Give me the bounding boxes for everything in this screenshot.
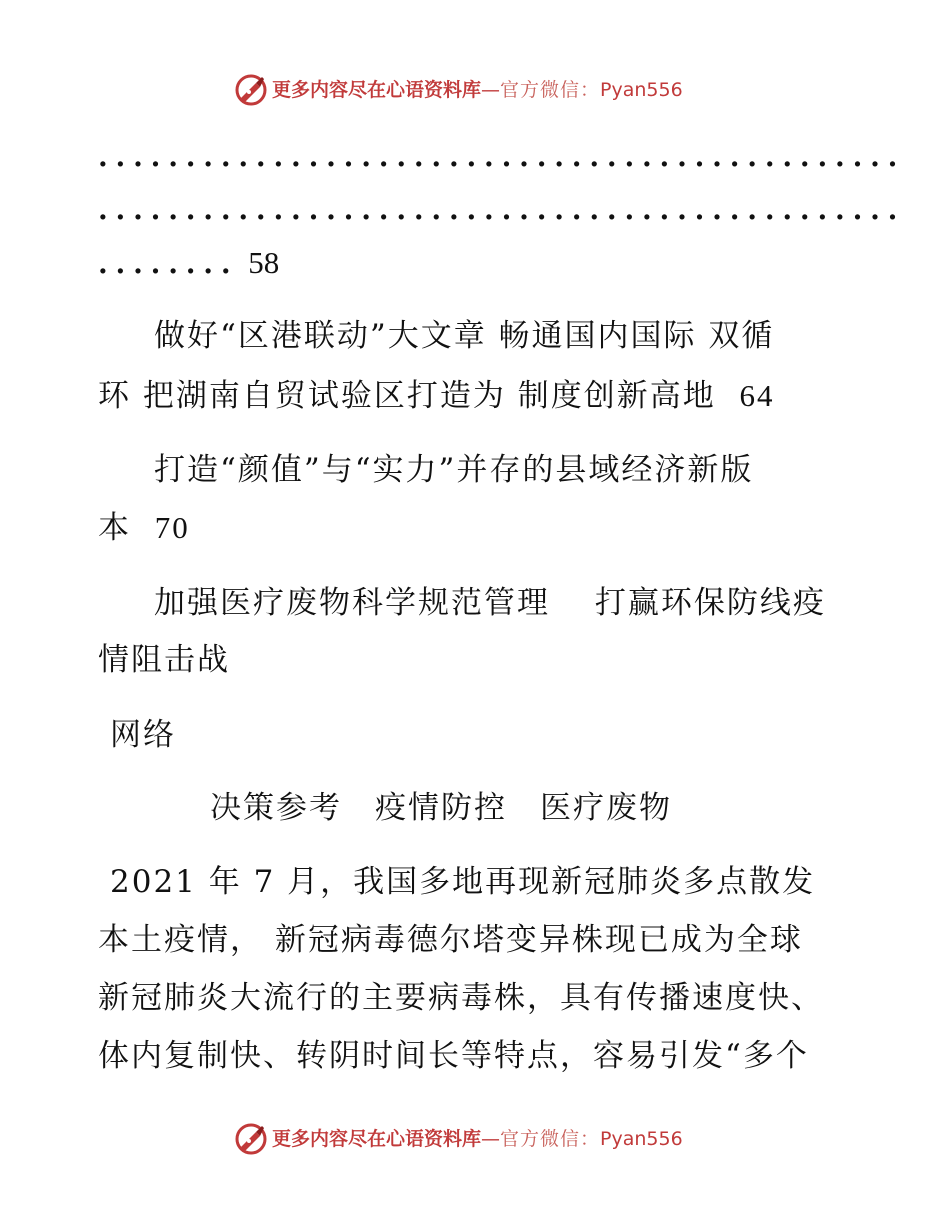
- header-banner: [0, 71, 950, 111]
- article-title-cont: 情阻击战: [98, 642, 230, 678]
- toc-page-number: 70: [154, 510, 190, 545]
- contact-id: Pyan556: [600, 79, 683, 101]
- pen-nib-seal-icon: [234, 73, 268, 107]
- toc-entry-title: 打造“颜值”与“实力”并存的县域经济新版: [154, 452, 754, 488]
- toc-entry-tail: [98, 243, 279, 284]
- header-banner-text: [272, 78, 683, 102]
- article-title: 加强医疗废物科学规范管理 打赢环保防线疫: [154, 585, 826, 621]
- pen-nib-seal-icon: [234, 1122, 268, 1156]
- body-paragraph-line: 体内复制快、转阴时间长等特点，容易引发“多个: [98, 1038, 809, 1074]
- toc-leader-line: ........: [98, 247, 239, 280]
- toc-leader-line: ..............................................: [98, 140, 906, 173]
- banner-separator: —: [481, 1128, 501, 1150]
- body-paragraph-line: 新冠肺炎大流行的主要病毒株，具有传播速度快、: [98, 980, 824, 1016]
- toc-entry-text: 本: [98, 510, 131, 546]
- toc-page-number: 58: [248, 245, 280, 280]
- toc-entry-title-cont: [98, 376, 774, 416]
- contact-label: 官方微信：: [500, 1128, 601, 1150]
- toc-entry-title-cont: [98, 508, 190, 548]
- brand-text: 更多内容尽在心语资料库: [272, 1128, 482, 1150]
- brand-text: 更多内容尽在心语资料库: [272, 79, 482, 101]
- toc-page-number: 64: [739, 378, 775, 413]
- body-paragraph-line: 本土疫情， 新冠病毒德尔塔变异株现已成为全球: [98, 922, 803, 958]
- article-keywords: 决策参考 疫情防控 医疗废物: [210, 790, 672, 826]
- banner-separator: —: [481, 79, 501, 101]
- footer-banner: [0, 1120, 950, 1160]
- toc-entry-text: 环 把湖南自贸试验区打造为 制度创新高地: [98, 378, 716, 414]
- contact-label: 官方微信：: [500, 79, 601, 101]
- contact-id: Pyan556: [600, 1128, 683, 1150]
- body-paragraph-line: 2021 年 7 月，我国多地再现新冠肺炎多点散发: [110, 864, 816, 900]
- footer-banner-text: [272, 1127, 683, 1151]
- toc-entry-title: 做好“区港联动”大文章 畅通国内国际 双循: [154, 318, 775, 354]
- article-source: 网络: [110, 717, 176, 753]
- toc-leader-line: ..............................................: [98, 193, 906, 226]
